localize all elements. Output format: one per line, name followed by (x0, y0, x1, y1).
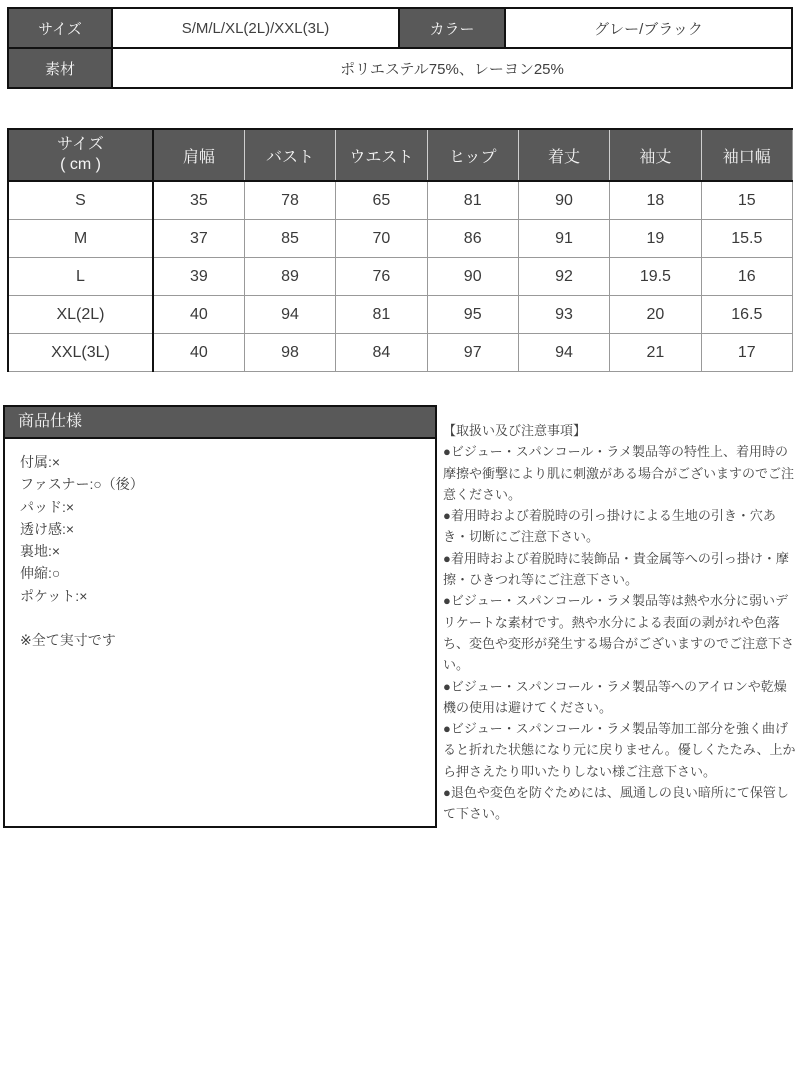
size-table-col-waist: ウエスト (336, 129, 427, 181)
size-cell: 90 (427, 258, 518, 296)
product-spec-box (3, 405, 437, 828)
size-table-col-hip: ヒップ (427, 129, 518, 181)
size-table-col-cuff: 袖口幅 (701, 129, 792, 181)
size-cell: 94 (518, 334, 609, 372)
size-cell: 40 (153, 334, 244, 372)
size-table-corner-cell (8, 129, 153, 181)
size-cell: 90 (518, 181, 609, 220)
size-cell: 91 (518, 220, 609, 258)
size-cell: 18 (610, 181, 701, 220)
care-note-item: ●着用時および着脱時の引っ掛けによる生地の引き・穴あき・切断にご注意下さい。 (443, 508, 776, 545)
size-cell: 16 (701, 258, 792, 296)
spec-item-attachment: 付属:× (20, 454, 61, 470)
size-cell: 65 (336, 181, 427, 220)
info-row-size-color (8, 8, 792, 48)
size-cell: 21 (610, 334, 701, 372)
size-cell: 81 (336, 296, 427, 334)
size-cell: 86 (427, 220, 518, 258)
info-row-material (8, 48, 792, 88)
care-note-item: ●着用時および着脱時に装飾品・貴金属等への引っ掛け・摩擦・ひきつれ等にご注意下さい。 (443, 550, 789, 588)
size-row-label: L (8, 258, 153, 296)
size-table-corner-line2: ( cm ) (60, 156, 101, 173)
care-note-item: ●ビジュー・スパンコール・ラメ製品等の特性上、着用時の摩擦や衝撃により肌に刺激がある場合がございますのでご注意ください。 (443, 444, 795, 502)
size-row-label: S (8, 181, 153, 220)
size-cell: 92 (518, 258, 609, 296)
size-table-header-row (8, 129, 793, 181)
size-row-label: XL(2L) (8, 296, 153, 334)
size-cell: 20 (610, 296, 701, 334)
info-material-value: ポリエステル75%、レーヨン25% (112, 48, 792, 88)
size-cell: 37 (153, 220, 244, 258)
care-note-item: ●退色や変色を防ぐためには、風通しの良い暗所にて保管して下さい。 (443, 785, 789, 822)
size-row-label: M (8, 220, 153, 258)
info-size-value: S/M/L/XL(2L)/XXL(3L) (112, 8, 399, 48)
info-color-label: カラー (399, 8, 505, 48)
size-table-col-shoulder: 肩幅 (153, 129, 244, 181)
size-table-col-length: 着丈 (518, 129, 609, 181)
size-cell: 89 (244, 258, 335, 296)
size-cell: 98 (244, 334, 335, 372)
size-table-col-sleeve: 袖丈 (610, 129, 701, 181)
info-material-label: 素材 (8, 48, 112, 88)
size-row-xxl (8, 334, 793, 372)
spec-note-actual-measurements: ※全て実寸です (20, 632, 116, 649)
size-table-col-bust: バスト (244, 129, 335, 181)
size-cell: 17 (701, 334, 792, 372)
size-cell: 94 (244, 296, 335, 334)
size-row-label: XXL(3L) (8, 334, 153, 372)
care-notes-title: 【取扱い及び注意事項】 (443, 423, 587, 438)
size-cell: 97 (427, 334, 518, 372)
spec-item-pocket: ポケット:× (20, 587, 88, 604)
size-cell: 35 (153, 181, 244, 220)
care-note-item: ●ビジュー・スパンコール・ラメ製品等へのアイロンや乾燥機の使用は避けてください。 (443, 678, 787, 715)
info-size-label: サイズ (8, 8, 112, 48)
size-cell: 70 (336, 220, 427, 258)
care-note-item: ●ビジュー・スパンコール・ラメ製品等加工部分を強く曲げると折れた状態になり元に戻りません。優しくたたみ、上から押さえたり叩いたりしない様ご注意下さい。 (443, 721, 796, 779)
size-cell: 84 (336, 334, 427, 372)
size-row-l (8, 258, 793, 296)
spec-item-fastener: ファスナー:○（後） (20, 476, 144, 493)
spec-item-stretch: 伸縮:○ (20, 565, 61, 582)
size-cell: 15.5 (701, 220, 792, 258)
info-color-value: グレー/ブラック (505, 8, 792, 48)
size-cell: 81 (427, 181, 518, 220)
size-row-m (8, 220, 793, 258)
size-cell: 78 (244, 181, 335, 220)
size-cell: 19 (610, 220, 701, 258)
size-cell: 76 (336, 258, 427, 296)
size-cell: 39 (153, 258, 244, 296)
spec-item-pad: パッド:× (20, 498, 75, 515)
size-measurements-table (7, 128, 793, 372)
size-cell: 93 (518, 296, 609, 334)
care-notes-section (443, 420, 799, 825)
size-cell: 15 (701, 181, 792, 220)
care-note-item: ●ビジュー・スパンコール・ラメ製品等は熱や水分に弱いデリケートな素材です。熱や水分による表面の剥がれや色落ち、変色や変形が発生する場合がございますのでご注意下さい。 (443, 593, 795, 673)
size-cell: 16.5 (701, 296, 792, 334)
spec-box-body (5, 439, 435, 663)
spec-box-title: 商品仕様 (5, 407, 435, 439)
size-cell: 40 (153, 296, 244, 334)
size-row-s (8, 181, 793, 220)
size-table-corner-line1: サイズ (57, 136, 104, 153)
size-cell: 95 (427, 296, 518, 334)
size-row-xl (8, 296, 793, 334)
size-cell: 19.5 (610, 258, 701, 296)
size-cell: 85 (244, 220, 335, 258)
product-info-table (7, 7, 793, 89)
spec-item-sheerness: 透け感:× (20, 520, 75, 537)
spec-item-lining: 裏地:× (20, 543, 61, 560)
